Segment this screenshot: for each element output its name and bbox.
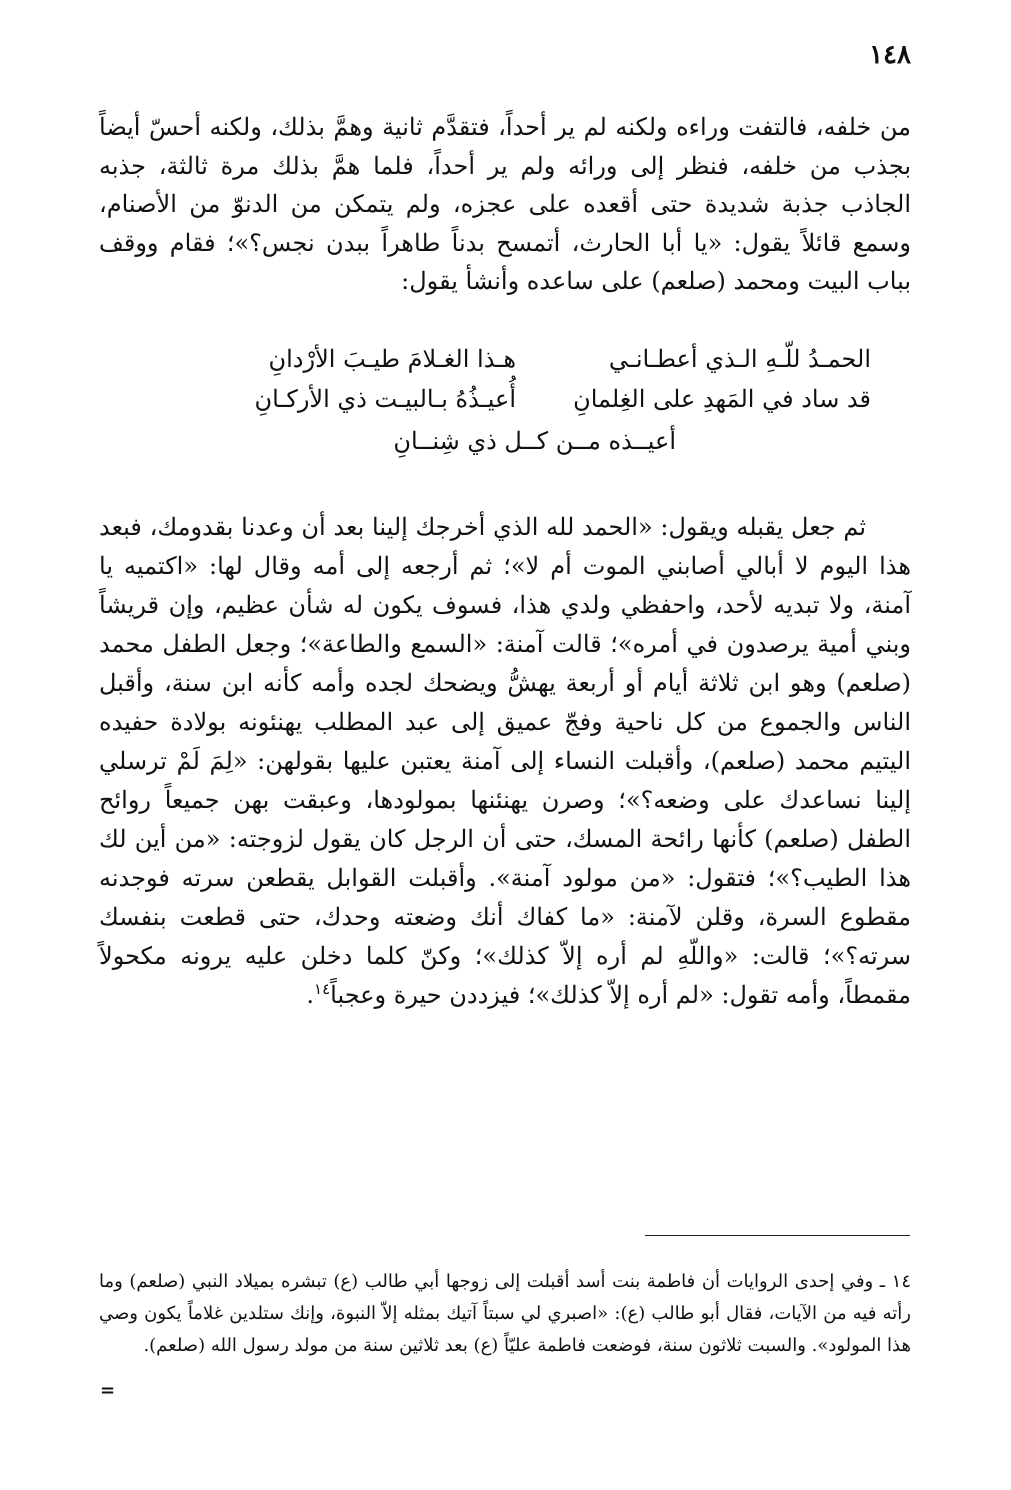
- verse-3: أعيــذه مــن كــل ذي شِنــانِ: [393, 427, 676, 455]
- verse-2-first-hemistich: قد ساد في المَهدِ على الغِلمانِ: [573, 385, 871, 413]
- verse-1-second-hemistich: هـذا الغـلامَ طيـبَ الأرْدانِ: [268, 345, 516, 373]
- verse-2-second-hemistich: أُعيـذُهُ بـالبيـت ذي الأركـانِ: [254, 385, 516, 413]
- paragraph-second-text: ثم جعل يقبله ويقول: «الحمد لله الذي أخرجك إلينا بعد أن وعدنا بقدومك، فبعد هذا اليوم لا أبالي أصابني الموت أم لا»؛ ثم أرجعه إلى أمه وقال لها: «اكتميه يا آمنة، ولا تبديه لأحد، واحفظي ولدي هذا، فسوف يكون له شأن عظيم، وإن قريشاً وبني أمية يرصدون في أمره»؛ قالت آمنة: «السمع والطاعة»؛ وجعل الطفل محمد (صلعم) وهو ابن ثلاثة أيام أو أربعة يهشُّ ويضحك لجده وأمه كأنه ابن سنة، وأقبل الناس والجموع من كل ناحية وفجّ عميق إلى عبد المطلب يهنئونه بولادة حفيده اليتيم محمد (صلعم)، وأقبلت النساء إلى آمنة يعتبن عليها بقولهن: «لِمَ لَمْ ترسلي إلينا نساعدك على وضعه؟»؛ وصرن يهنئنها بمولودها، وعبقت بهن جميعاً روائح الطفل (صلعم) كأنها رائحة المسك، حتى أن الرجل كان يقول لزوجته: «من أين لك هذا الطيب؟»؛ فتقول: «من مولود آمنة». وأقبلت القوابل يقطعن سرته فوجدنه مقطوع السرة، وقلن لآمنة: «ما كفاك أنك وضعته وحدك، حتى قطعت بنفسك سرته؟»؛ قالت: «واللّهِ لم أره إلاّ كذلك»؛ وكنّ كلما دخلن عليه يرونه مكحولاً مقمطاً، وأمه تقول: «لم أره إلاّ كذلك»؛ فيزددن حيرة وعجباً: [99, 513, 912, 1009]
- footnote-continuation-mark: =: [100, 1380, 116, 1401]
- footnote-reference: ١٤: [314, 980, 331, 998]
- paragraph-first: من خلفه، فالتفت وراءه ولكنه لم ير أحداً، فتقدَّم ثانية وهمَّ بذلك، ولكنه أحسّ أيضاً بجذب من خلفه، فنظر إلى ورائه ولم ير أحداً، فلما همَّ بذلك مرة ثالثة، جذبه الجاذب جذبة شديدة حتى أقعده على عجزه، ولم يتمكن من الدنوّ من الأصنام، وسمع قائلاً يقول: «يا أبا الحارث، أتمسح بدناً طاهراً ببدن نجس؟»؛ فقام ووقف بباب البيت ومحمد (صلعم) على ساعده وأنشأ يقول:: [99, 113, 912, 295]
- page-number: ١٤٨: [869, 40, 911, 70]
- verse-1-first-hemistich: الحمـدُ للّـهِ الـذي أعطـانـي: [608, 345, 871, 373]
- paragraph-second: [99, 508, 911, 1015]
- paragraph-second-end: .: [306, 981, 315, 1009]
- footnote: ١٤ ـ وفي إحدى الروايات أن فاطمة بنت أسد أقبلت إلى زوجها أبي طالب (ع) تبشره بميلاد النبي (صلعم) وما رأته فيه من الآيات، فقال أبو طالب (ع): «اصبري لي سبتاً آتيك بمثله إلاّ النبوة، وإنك ستلدين غلاماً يكون وصي هذا المولود». والسبت ثلاثون سنة، فوضعت فاطمة عليّاً (ع) بعد ثلاثين سنة من مولد رسول الله (صلعم).: [99, 1271, 911, 1356]
- footnote-divider: [645, 1235, 910, 1236]
